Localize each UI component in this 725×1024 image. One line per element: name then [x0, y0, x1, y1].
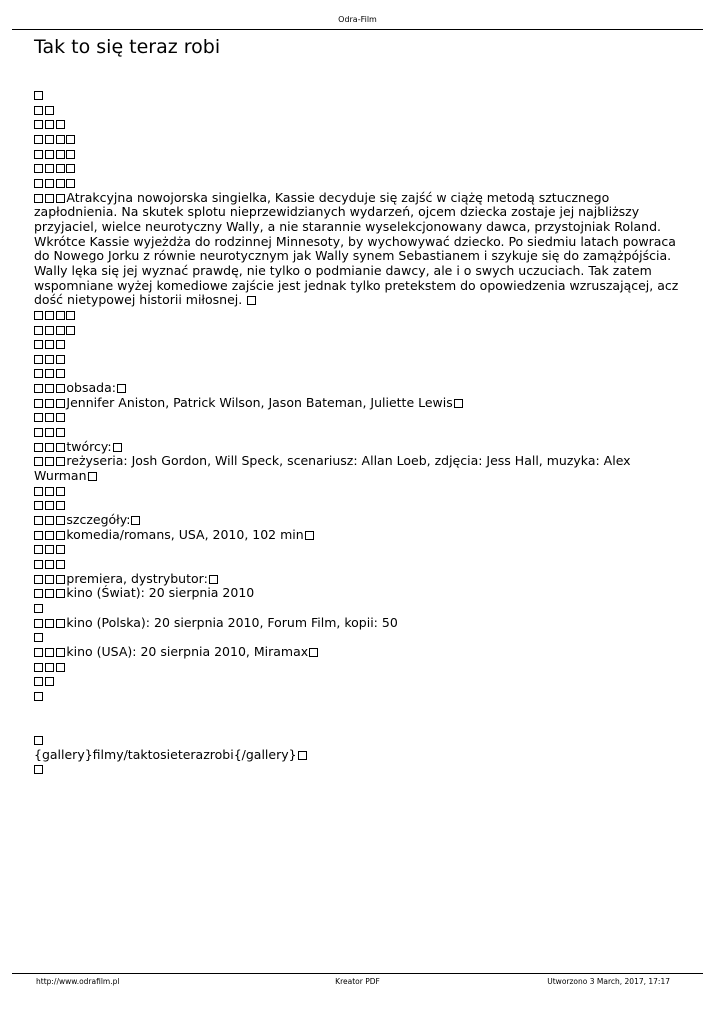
- missing-glyph-icon: [56, 384, 65, 393]
- missing-glyph-icon: [34, 604, 43, 613]
- missing-glyph-icon: [45, 355, 54, 364]
- missing-glyph-icon: [209, 575, 218, 584]
- missing-glyph-icon: [56, 340, 65, 349]
- missing-glyph-icon: [34, 311, 43, 320]
- line-text: kino (Polska): 20 sierpnia 2010, Forum Film, kopii: 50: [66, 614, 398, 630]
- line-text: komedia/romans, USA, 2010, 102 min: [66, 526, 304, 542]
- missing-glyph-icon: [45, 369, 54, 378]
- text-line: [34, 748, 682, 763]
- text-line: [34, 645, 682, 660]
- missing-glyph-icon: [45, 413, 54, 422]
- missing-glyph-icon: [45, 531, 54, 540]
- text-line: [34, 513, 682, 528]
- missing-glyph-icon: [34, 355, 43, 364]
- missing-glyph-icon: [45, 663, 54, 672]
- missing-glyph-icon: [66, 150, 75, 159]
- missing-glyph-icon: [34, 736, 43, 745]
- missing-glyph-icon: [34, 91, 43, 100]
- missing-glyph-icon: [45, 560, 54, 569]
- text-line: [34, 454, 682, 483]
- text-line: [34, 117, 682, 132]
- text-line: [34, 366, 682, 381]
- line-text: kino (USA): 20 sierpnia 2010, Miramax: [66, 643, 309, 659]
- missing-glyph-icon: [45, 516, 54, 525]
- missing-glyph-icon: [45, 311, 54, 320]
- footer-url[interactable]: http://www.odrafilm.pl: [36, 977, 120, 986]
- missing-glyph-icon: [298, 751, 307, 760]
- missing-glyph-icon: [56, 369, 65, 378]
- text-line: [34, 660, 682, 675]
- missing-glyph-icon: [34, 326, 43, 335]
- missing-glyph-icon: [34, 384, 43, 393]
- missing-glyph-icon: [56, 428, 65, 437]
- missing-glyph-icon: [56, 326, 65, 335]
- missing-glyph-icon: [34, 692, 43, 701]
- missing-glyph-icon: [34, 619, 43, 628]
- missing-glyph-icon: [56, 487, 65, 496]
- missing-glyph-icon: [454, 399, 463, 408]
- missing-glyph-icon: [66, 135, 75, 144]
- missing-glyph-icon: [34, 399, 43, 408]
- missing-glyph-icon: [56, 619, 65, 628]
- footer-generator: Kreator PDF: [335, 977, 380, 986]
- missing-glyph-icon: [34, 545, 43, 554]
- missing-glyph-icon: [34, 428, 43, 437]
- article-body: [34, 88, 682, 777]
- missing-glyph-icon: [247, 296, 256, 305]
- missing-glyph-icon: [45, 399, 54, 408]
- page-footer: [12, 973, 703, 988]
- missing-glyph-icon: [34, 340, 43, 349]
- missing-glyph-icon: [309, 648, 318, 657]
- text-line: [34, 425, 682, 440]
- missing-glyph-icon: [45, 443, 54, 452]
- missing-glyph-icon: [56, 120, 65, 129]
- missing-glyph-icon: [45, 428, 54, 437]
- missing-glyph-icon: [56, 135, 65, 144]
- missing-glyph-icon: [45, 487, 54, 496]
- text-line: [34, 440, 682, 455]
- missing-glyph-icon: [34, 589, 43, 598]
- line-text: {gallery}filmy/taktosieterazrobi{/gallery}: [34, 746, 297, 762]
- missing-glyph-icon: [66, 179, 75, 188]
- text-line: [34, 88, 682, 103]
- missing-glyph-icon: [34, 677, 43, 686]
- missing-glyph-icon: [56, 194, 65, 203]
- line-text: kino (Świat): 20 sierpnia 2010: [66, 585, 255, 601]
- missing-glyph-icon: [56, 399, 65, 408]
- line-text: premiera, dystrybutor:: [66, 570, 208, 586]
- missing-glyph-icon: [34, 179, 43, 188]
- missing-glyph-icon: [34, 164, 43, 173]
- text-line: [34, 733, 682, 748]
- missing-glyph-icon: [34, 413, 43, 422]
- missing-glyph-icon: [45, 164, 54, 173]
- text-line: [34, 630, 682, 645]
- missing-glyph-icon: [34, 120, 43, 129]
- text-line: [34, 103, 682, 118]
- missing-glyph-icon: [45, 340, 54, 349]
- line-text: szczegóły:: [66, 512, 131, 528]
- text-line: [34, 542, 682, 557]
- missing-glyph-icon: [34, 443, 43, 452]
- missing-glyph-icon: [113, 443, 122, 452]
- line-text: twórcy:: [66, 438, 112, 454]
- text-line: [34, 616, 682, 631]
- missing-glyph-icon: [45, 150, 54, 159]
- missing-glyph-icon: [56, 443, 65, 452]
- line-text: reżyseria: Josh Gordon, Will Speck, scenariusz: Allan Loeb, zdjęcia: Jess Hall, muzyka: Alex Wurman: [34, 453, 635, 484]
- missing-glyph-icon: [56, 516, 65, 525]
- missing-glyph-icon: [56, 663, 65, 672]
- page-header: [12, 13, 703, 30]
- missing-glyph-icon: [56, 501, 65, 510]
- missing-glyph-icon: [45, 135, 54, 144]
- missing-glyph-icon: [45, 120, 54, 129]
- missing-glyph-icon: [34, 106, 43, 115]
- missing-glyph-icon: [56, 150, 65, 159]
- missing-glyph-icon: [117, 384, 126, 393]
- missing-glyph-icon: [34, 150, 43, 159]
- missing-glyph-icon: [45, 545, 54, 554]
- missing-glyph-icon: [34, 633, 43, 642]
- missing-glyph-icon: [34, 516, 43, 525]
- missing-glyph-icon: [45, 648, 54, 657]
- text-line: [34, 161, 682, 176]
- missing-glyph-icon: [34, 194, 43, 203]
- missing-glyph-icon: [34, 663, 43, 672]
- missing-glyph-icon: [45, 501, 54, 510]
- text-line: [34, 674, 682, 689]
- missing-glyph-icon: [34, 501, 43, 510]
- missing-glyph-icon: [56, 311, 65, 320]
- text-line: [34, 704, 682, 719]
- missing-glyph-icon: [56, 545, 65, 554]
- missing-glyph-icon: [34, 765, 43, 774]
- text-line: [34, 337, 682, 352]
- missing-glyph-icon: [45, 106, 54, 115]
- text-line: [34, 132, 682, 147]
- missing-glyph-icon: [56, 560, 65, 569]
- line-text: Jennifer Aniston, Patrick Wilson, Jason Bateman, Juliette Lewis: [66, 394, 453, 410]
- missing-glyph-icon: [45, 194, 54, 203]
- missing-glyph-icon: [45, 589, 54, 598]
- text-line: [34, 762, 682, 777]
- missing-glyph-icon: [56, 575, 65, 584]
- missing-glyph-icon: [56, 355, 65, 364]
- text-line: [34, 484, 682, 499]
- missing-glyph-icon: [34, 369, 43, 378]
- page-title: Tak to się teraz robi: [34, 36, 221, 58]
- text-line: [34, 586, 682, 601]
- text-line: [34, 381, 682, 396]
- text-line: [34, 601, 682, 616]
- line-text: obsada:: [66, 380, 116, 396]
- missing-glyph-icon: [66, 164, 75, 173]
- text-line: [34, 410, 682, 425]
- text-line: [34, 396, 682, 411]
- missing-glyph-icon: [56, 589, 65, 598]
- missing-glyph-icon: [56, 457, 65, 466]
- missing-glyph-icon: [45, 677, 54, 686]
- missing-glyph-icon: [45, 457, 54, 466]
- site-name: Odra-Film: [338, 15, 377, 24]
- missing-glyph-icon: [45, 179, 54, 188]
- line-text: Atrakcyjna nowojorska singielka, Kassie decyduje się zajść w ciążę metodą sztucznego zapłodnienia. Na skutek splotu nieprzewidzianych wydarzeń, ojcem dziecka zostaje jej najbliższy przyjaciel, wielce neurotyczny Wally, a nie starannie wyselekcjonowany dawca, przystojniak Roland. Wkrótce Kassie wyjeżdża do rodzinnej Minnesoty, by wychowywać dziecko. Po siedmiu latach powraca do Nowego Jorku z równie neurotycznym jak Wally synem Sebastianem i szykuje się do zamążpójścia. Wally lęka się jej wyznać prawdę, nie tylko o podmianie dawcy, ale i o swych uczuciach. Tak zatem wspomniane wyżej komediowe zajście jest jednak tylko pretekstem do opowiedzenia wzruszającej, acz dość nietypowej historii miłosnej.: [34, 189, 683, 308]
- text-line: [34, 528, 682, 543]
- text-line: [34, 498, 682, 513]
- footer-created: Utworzono 3 March, 2017, 17:17: [547, 977, 670, 986]
- missing-glyph-icon: [45, 575, 54, 584]
- missing-glyph-icon: [131, 516, 140, 525]
- missing-glyph-icon: [34, 487, 43, 496]
- missing-glyph-icon: [34, 135, 43, 144]
- text-line: [34, 308, 682, 323]
- missing-glyph-icon: [88, 472, 97, 481]
- text-line: [34, 176, 682, 191]
- missing-glyph-icon: [56, 413, 65, 422]
- missing-glyph-icon: [34, 560, 43, 569]
- missing-glyph-icon: [34, 575, 43, 584]
- missing-glyph-icon: [66, 326, 75, 335]
- missing-glyph-icon: [34, 531, 43, 540]
- text-line: [34, 689, 682, 704]
- missing-glyph-icon: [45, 326, 54, 335]
- missing-glyph-icon: [45, 384, 54, 393]
- missing-glyph-icon: [34, 457, 43, 466]
- missing-glyph-icon: [56, 164, 65, 173]
- missing-glyph-icon: [66, 311, 75, 320]
- missing-glyph-icon: [56, 179, 65, 188]
- missing-glyph-icon: [56, 531, 65, 540]
- missing-glyph-icon: [56, 648, 65, 657]
- text-line: [34, 718, 682, 733]
- text-line: [34, 572, 682, 587]
- text-line: [34, 147, 682, 162]
- missing-glyph-icon: [45, 619, 54, 628]
- missing-glyph-icon: [305, 531, 314, 540]
- text-line: [34, 191, 682, 308]
- missing-glyph-icon: [34, 648, 43, 657]
- text-line: [34, 323, 682, 338]
- text-line: [34, 352, 682, 367]
- text-line: [34, 557, 682, 572]
